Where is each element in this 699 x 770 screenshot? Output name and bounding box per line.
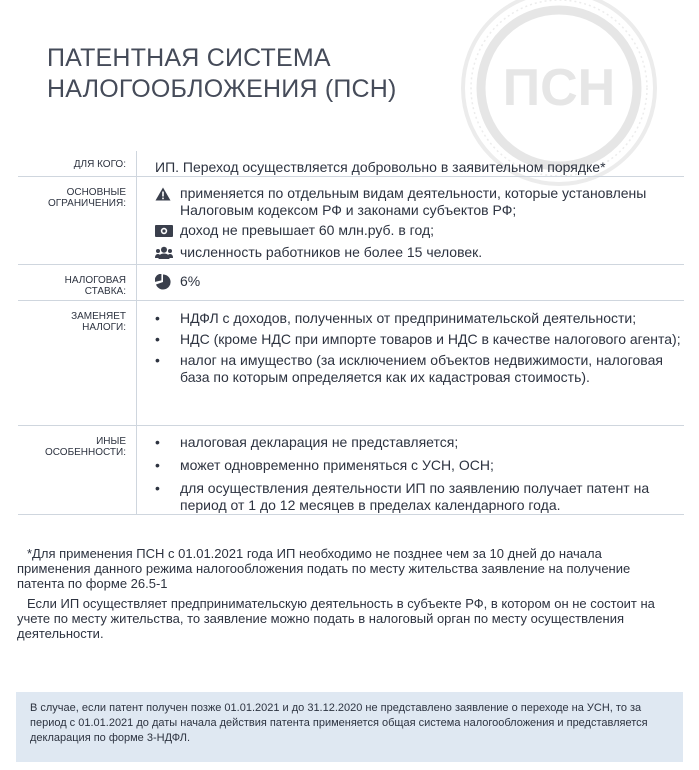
row-label: ОСНОВНЫЕ ОГРАНИЧЕНИЯ: xyxy=(47,187,126,209)
page-title-line-1: ПАТЕНТНАЯ СИСТЕМА xyxy=(47,44,331,72)
money-icon xyxy=(155,222,180,239)
list-item: доход не превышает 60 млн.руб. в год; xyxy=(155,222,684,239)
list-item: • НДФЛ с доходов, полученных от предпринимательской деятельности; xyxy=(155,310,637,326)
bullet: • xyxy=(155,331,160,347)
list-item: • НДС (кроме НДС при импорте товаров и НДС в качестве налогового агента); xyxy=(155,331,681,347)
row-label: НАЛОГОВАЯ СТАВКА: xyxy=(64,275,126,297)
bullet: • xyxy=(155,480,160,496)
row-value xyxy=(126,434,684,514)
page-title xyxy=(47,43,427,105)
info-box: В случае, если патент получен позже 01.01.2021 и до 31.12.2020 не представлено заявление о переходе на УСН, то за период с 01.01.2021 до даты начала действия патента применяется общая система налогообложения и представляется декларация по форме 3-НДФЛ. xyxy=(16,692,683,762)
list-item: 6% xyxy=(155,273,684,290)
list-item: • может одновременно применяться с УСН, ОСН; xyxy=(155,457,494,473)
row-label: ЗАМЕНЯЕТ НАЛОГИ: xyxy=(71,311,126,333)
bullet: • xyxy=(155,352,160,368)
row-tax-rate xyxy=(18,264,684,300)
list-item: численность работников не более 15 человек. xyxy=(155,244,684,261)
warning-icon xyxy=(155,185,180,202)
row-label: ДЛЯ КОГО: xyxy=(73,159,126,170)
row-value xyxy=(126,310,684,425)
row-value xyxy=(126,273,684,300)
row-value: ИП. Переход осуществляется добровольно в заявительном порядке* xyxy=(155,159,606,175)
bullet: • xyxy=(155,434,160,450)
row-replaces-taxes xyxy=(18,300,684,425)
row-for-whom xyxy=(18,151,684,176)
page-title-line-2: НАЛОГООБЛОЖЕНИЯ (ПСН) xyxy=(47,75,397,103)
row-value xyxy=(126,185,684,264)
bullet: • xyxy=(155,457,160,473)
seal-text: ПСН xyxy=(502,59,616,117)
pie-chart-icon xyxy=(155,273,180,290)
bullet: • xyxy=(155,310,160,326)
info-table xyxy=(18,151,684,515)
row-main-restrictions xyxy=(18,176,684,264)
footnote-application: *Для применения ПСН с 01.01.2021 года ИП необходимо не позднее чем за 10 дней до начала применения данного режима налогообложения подать по месту жительства заявление на получение патента по форме 26.5-1 xyxy=(17,546,631,591)
footnote-other-region: Если ИП осуществляет предпринимательскую деятельность в субъекте РФ, в котором он не состоит на учете по месту жительства, то заявление можно подать в налоговый орган по месту осуществления деятельности. xyxy=(17,596,655,641)
list-item: • для осуществления деятельности ИП по заявлению получает патент на период от 1 до 12 месяцев в пределах календарного года. xyxy=(155,480,650,513)
footnotes xyxy=(17,546,677,641)
people-icon xyxy=(155,244,180,261)
list-item: применяется по отдельным видам деятельности, которые установлены Налоговым кодексом РФ и законами субъектов РФ; xyxy=(155,185,684,219)
list-item: • налог на имущество (за исключением объектов недвижимости, налоговая база по которым определяется как их кадастровая стоимость). xyxy=(155,352,663,385)
list-item: • налоговая декларация не представляется; xyxy=(155,434,459,450)
row-label: ИНЫЕ ОСОБЕННОСТИ: xyxy=(45,436,126,458)
row-other-features xyxy=(18,425,684,515)
